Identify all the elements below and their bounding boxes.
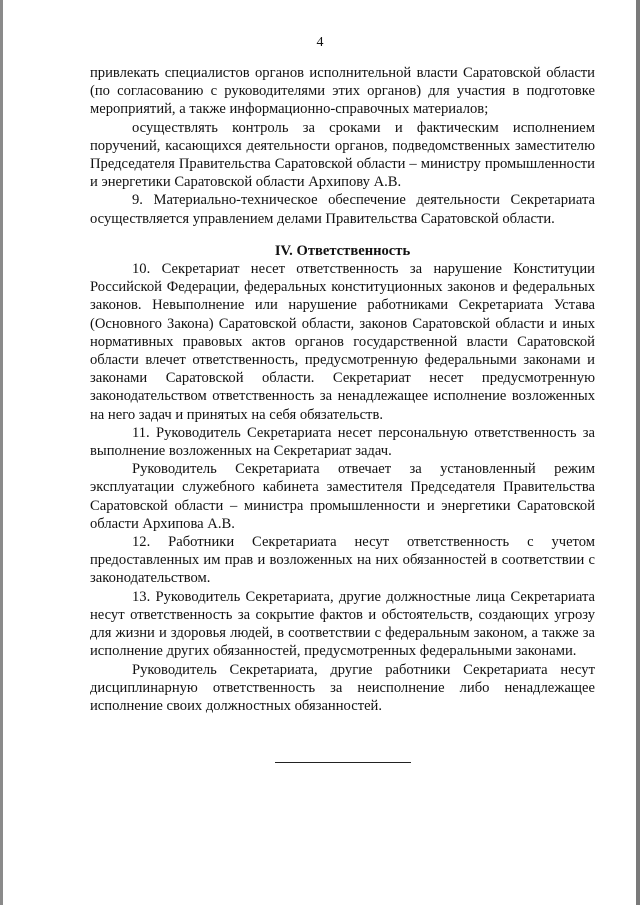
paragraph-section-10: 10. Секретариат несет ответственность за нарушение Конституции Российской Федерации, федеральных конституционных законов и федеральных законов. Невыполнение или нарушение работниками Секретариата Устава (Основного Закона) Саратовской области, законов Саратовской области и иных нормативных правовых актов органов государственной власти Саратовской области влечет ответственность, предусмотренную федеральными законами и законами Саратовской области. Секретариат несет предусмотренную законодательством ответственность за ненадлежащее исполнение возложенных на него задач и принятых на себя обязательств.: [90, 261, 595, 423]
paragraph-section-13-cont: Руководитель Секретариата, другие работники Секретариата несут дисциплинарную ответственность за неисполнение либо ненадлежащее исполнение своих должностных обязанностей.: [90, 661, 595, 714]
paragraph-section-11: 11. Руководитель Секретариата несет персональную ответственность за выполнение возложенных на Секретариат задач.: [90, 424, 595, 460]
page-number: 4: [316, 35, 324, 50]
scan-edge-left: [0, 0, 3, 905]
paragraph-top-2: осуществлять контроль за сроками и фактическим исполнением поручений, касающихся деятельности органов, подведомственных заместителю Председателя Правительства Саратовской области – министру промышленности и энергетики Саратовской области Архипову А.В.: [90, 119, 595, 191]
paragraph-top-1: привлекать специалистов органов исполнительной власти Саратовской области (по согласованию с руководителями этих органов) для участия в подготовке мероприятий, а также информационно-справочных материалов;: [90, 65, 595, 118]
section-heading: IV. Ответственность: [274, 242, 411, 259]
end-separator-line: [275, 762, 411, 763]
paragraph-section-11-cont: Руководитель Секретариата отвечает за установленный режим эксплуатации служебного кабинета заместителя Председателя Правительства Саратовской области – министра промышленности и энергетики Саратовской области Архипова А.В.: [90, 461, 595, 532]
document-body: [90, 64, 595, 715]
paragraph-section-12: 12. Работники Секретариата несут ответственность с учетом предоставленных им прав и возложенных на них обязанностей в соответствии с законодательством.: [90, 534, 595, 587]
paragraph-top-3: 9. Материально-техническое обеспечение деятельности Секретариата осуществляется управлением делами Правительства Саратовской области.: [90, 192, 595, 227]
scan-edge-right: [636, 0, 640, 905]
section-spacer: [90, 228, 595, 232]
paragraph-section-13: 13. Руководитель Секретариата, другие должностные лица Секретариата несут ответственность за сокрытие фактов и обстоятельств, создающих угрозу для жизни и здоровья людей, в соответствии с федеральным законом, а также за исполнение других обязанностей, предусмотренных федеральными законами.: [90, 588, 595, 660]
